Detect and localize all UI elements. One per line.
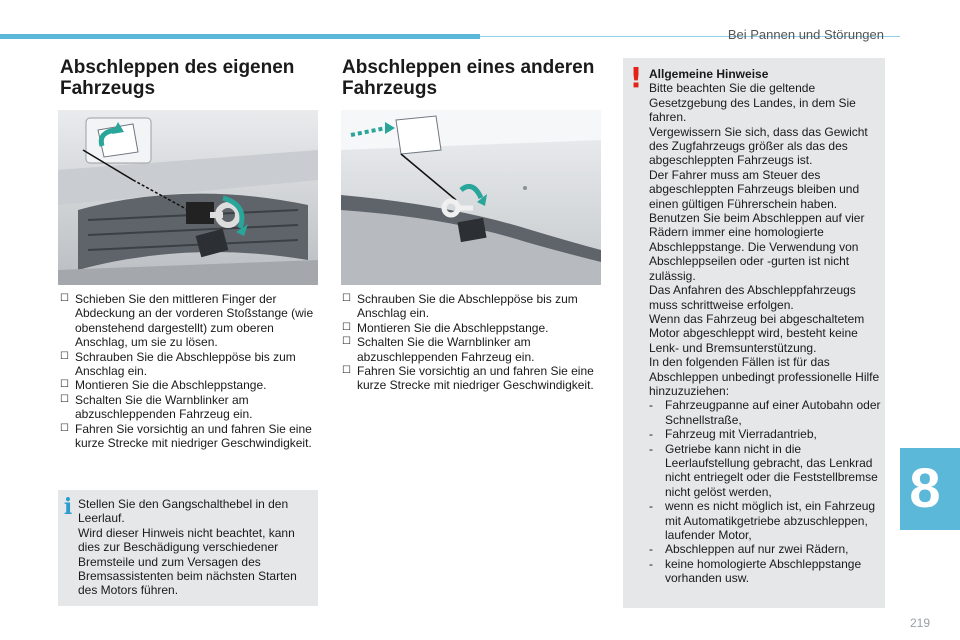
photo-front-bumper-towing-eye	[58, 110, 318, 285]
info-note-text: Stellen Sie den Gangschalthebel in den Leerlauf. Wird dieser Hinweis nicht beachtet, kann dies zur Beschädigung verschiedener Bremsteile und zum Versagen des Bremsassistenten beim nächsten Starten des Motors führen.	[78, 497, 297, 598]
checkbox-icon: ☐	[60, 422, 69, 434]
warning-box	[623, 58, 885, 608]
checkbox-icon: ☐	[342, 336, 351, 348]
checkbox-icon: ☐	[60, 393, 69, 405]
list-item: ☐ Fahren Sie vorsichtig an und fahren Sie eine kurze Strecke mit niedriger Geschwindigkeit.	[60, 421, 312, 451]
chapter-tab	[900, 448, 960, 530]
list-item: - Fahrzeug mit Vierradantrieb,	[649, 427, 817, 442]
info-icon: i	[63, 494, 73, 520]
page-number: 219	[909, 616, 930, 630]
title-other-vehicle: Abschleppen eines anderen Fahrzeugs	[342, 57, 595, 99]
warning-title: Allgemeine Hinweise	[649, 67, 769, 81]
info-note	[58, 490, 318, 606]
warning-exclamation-icon: !	[629, 61, 643, 94]
list-item: - Fahrzeugpanne auf einer Autobahn oder Schnellstraße,	[649, 398, 881, 427]
rear-bumper-illustration	[341, 110, 601, 285]
warning-list	[649, 398, 881, 585]
list-item: ☐ Fahren Sie vorsichtig an und fahren Sie eine kurze Strecke mit niedriger Geschwindigkeit.	[342, 364, 594, 393]
title-own-vehicle: Abschleppen des eigenen Fahrzeugs	[60, 57, 295, 99]
steps-own-vehicle	[60, 292, 315, 450]
list-item: - keine homologierte Abschleppstange vorhanden usw.	[649, 556, 862, 586]
list-item: - wenn es nicht möglich ist, ein Fahrzeug mit Automatikgetriebe abzuschleppen, laufender Motor,	[649, 499, 876, 542]
list-item: ☐ Schrauben Sie die Abschleppöse bis zum Anschlag ein.	[342, 292, 578, 321]
warning-text: Allgemeine Hinweise Bitte beachten Sie die geltende Gesetzgebung des Landes, in dem Sie fahren. Vergewissern Sie sich, dass das Gewicht des Zugfahrzeugs größer als das des abgeschleppten Fahrzeugs ist. Der Fahrer muss am Steuer des abgeschleppten Fahrzeugs bleiben und einen gültigen Führerschein haben. Benutzen Sie beim Abschleppen auf vier Rädern immer eine homologierte Abschleppstange. Die Verwendung von Abschleppseilen oder -gurten ist nicht zulässig. Das Anfahren des Abschleppfahrzeugs muss schrittweise erfolgen. Wenn das Fahrzeug bei abgeschaltetem Motor abgeschleppt wird, besteht keine Lenk- und Bremsunterstützung. In den folgenden Fällen ist für das Abschleppen unbedingt professionelle Hilfe hinzuzuziehen: - Fahrzeugpanne auf einer Autobahn oder Schnellstraße, - Fahrzeug mit Vierradantrieb, - Getriebe kann nicht in die Leerlaufstellung gebracht, das Lenkrad nicht entriegelt oder die Feststellbremse nicht gelöst werden, - wenn es nicht möglich ist, ein Fahrzeug mit Automatikgetriebe abzuschleppen, laufender Motor, - Abschleppen auf nur zwei Rädern, - keine homologierte Abschleppstange vorhanden usw.	[649, 67, 881, 586]
list-item: ☐ Schieben Sie den mittleren Finger der Abdeckung an der vorderen Stoßstange (wie obenstehend dargestellt) zum oberen Anschlag, um sie zu lösen.	[60, 292, 314, 350]
list-item: ☐ Schalten Sie die Warnblinker am abzuschleppenden Fahrzeug ein.	[342, 335, 535, 364]
checkbox-icon: ☐	[342, 293, 351, 304]
checkbox-icon: ☐	[342, 321, 351, 333]
list-item: ☐ Montieren Sie die Abschleppstange.	[60, 378, 267, 393]
list-item: - Abschleppen auf nur zwei Rädern,	[649, 542, 849, 557]
list-item: ☐ Schrauben Sie die Abschleppöse bis zum Anschlag ein.	[60, 349, 296, 379]
list-item: ☐ Schalten Sie die Warnblinker am abzuschleppenden Fahrzeug ein.	[60, 392, 253, 422]
header-accent-bar	[0, 34, 480, 39]
checkbox-icon: ☐	[342, 365, 351, 377]
checkbox-icon: ☐	[60, 350, 69, 362]
photo-rear-bumper-towing-eye	[341, 110, 601, 285]
checkbox-icon: ☐	[60, 379, 69, 391]
bumper-illustration	[58, 110, 318, 285]
chapter-number: 8	[909, 456, 941, 519]
list-item: - Getriebe kann nicht in die Leerlaufstellung gebracht, das Lenkrad nicht entriegelt oder die Feststellbremse nicht gelöst werden,	[649, 441, 878, 499]
section-title: Bei Pannen und Störungen	[727, 27, 884, 42]
steps-other-vehicle	[342, 292, 602, 393]
list-item: ☐ Montieren Sie die Abschleppstange.	[342, 320, 549, 335]
checkbox-icon: ☐	[60, 293, 69, 304]
